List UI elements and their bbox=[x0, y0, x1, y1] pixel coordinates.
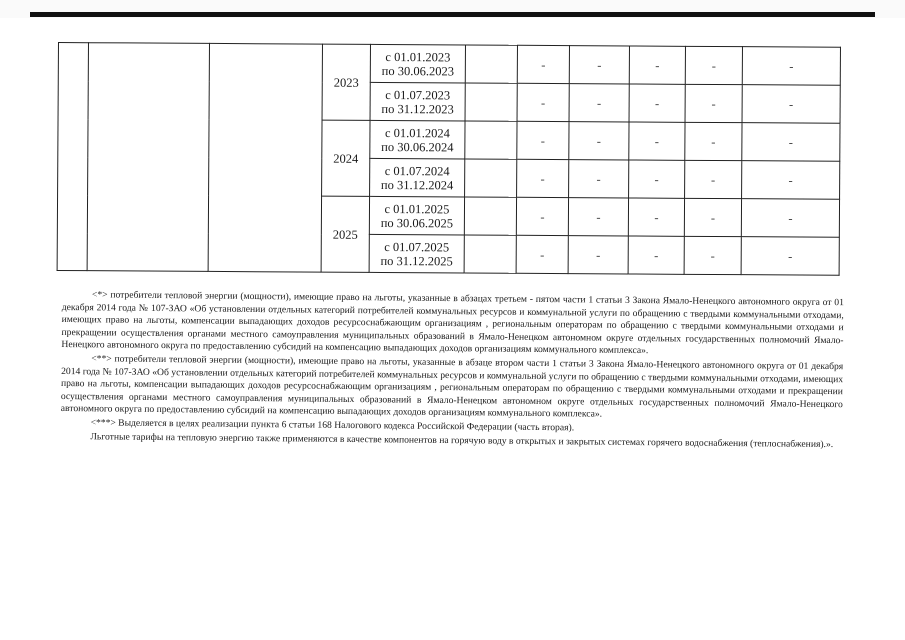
period-to: по 31.12.2024 bbox=[380, 177, 454, 192]
blank-cell bbox=[87, 43, 209, 272]
value-cell: - bbox=[741, 199, 839, 238]
period-cell bbox=[369, 196, 464, 235]
scan-top-edge bbox=[0, 0, 905, 18]
value-cell: - bbox=[741, 237, 839, 276]
blank-cell bbox=[208, 43, 322, 272]
period-cell bbox=[370, 158, 465, 197]
period-to: по 31.12.2025 bbox=[380, 253, 453, 268]
footnote-2: <**> потребители тепловой энергии (мощности), имеющие право на льготы, указанные в абзаце втором части 1 статьи 3 Закона Ямало-Ненецкого автономного округа от 01 декабря 2014 года № 107-ЗАО «Об установлении отдельных категорий потребителей коммунальных ресурсов и коммунальной услуги по обращению с твердыми коммунальными отходами, имеющих право на льготы, компенсации выпадающих доходов ресурсоснабжающим организациям , региональным операторам по обращению с твердыми коммунальными отходами и прекращении осуществления органами местного самоуправления муниципальных образований в Ямало-Ненецком автономном округе отдельных государственных полномочий Ямало-Ненецкого автономного округа по предоставлению субсидий на компенсацию выпадающих доходов организациям коммунального комплекса». bbox=[60, 353, 844, 421]
value-cell bbox=[465, 159, 517, 197]
value-cell bbox=[465, 45, 517, 83]
value-cell: - bbox=[568, 198, 628, 236]
value-cell: - bbox=[684, 236, 741, 274]
period-cell bbox=[369, 234, 464, 273]
value-cell: - bbox=[742, 85, 840, 124]
value-cell: - bbox=[742, 47, 840, 86]
value-cell: - bbox=[517, 121, 569, 159]
value-cell: - bbox=[685, 160, 742, 198]
value-cell: - bbox=[569, 160, 629, 198]
period-from: с 01.01.2025 bbox=[384, 201, 450, 216]
value-cell: - bbox=[516, 197, 568, 235]
period-to: по 30.06.2024 bbox=[381, 139, 454, 154]
period-from: с 01.01.2024 bbox=[384, 125, 450, 140]
value-cell bbox=[464, 235, 516, 273]
footnotes bbox=[60, 289, 844, 451]
value-cell: - bbox=[684, 198, 741, 236]
value-cell bbox=[465, 121, 517, 159]
period-from: с 01.01.2023 bbox=[385, 49, 451, 64]
page-top-border bbox=[30, 12, 875, 17]
value-cell: - bbox=[516, 235, 568, 273]
period-from: с 01.07.2025 bbox=[384, 239, 450, 254]
period-cell bbox=[370, 82, 465, 121]
value-cell: - bbox=[629, 46, 685, 84]
year-cell: 2024 bbox=[322, 120, 370, 196]
value-cell: - bbox=[517, 45, 569, 83]
period-to: по 31.12.2023 bbox=[381, 101, 454, 116]
period-cell bbox=[370, 120, 465, 159]
period-from: с 01.07.2023 bbox=[385, 87, 451, 102]
period-to: по 30.06.2025 bbox=[380, 215, 454, 230]
value-cell: - bbox=[569, 122, 629, 160]
blank-cell bbox=[57, 43, 88, 271]
period-to: по 30.06.2023 bbox=[381, 63, 455, 78]
value-cell: - bbox=[742, 161, 840, 200]
value-cell: - bbox=[517, 83, 569, 121]
period-from: с 01.07.2024 bbox=[384, 163, 450, 178]
value-cell: - bbox=[628, 198, 684, 236]
footnote-3: <***> Выделяется в целях реализации пункта 6 статьи 168 Налогового кодекса Российской Федерации (часть вторая). bbox=[90, 417, 575, 434]
year-cell: 2025 bbox=[321, 196, 369, 272]
value-cell: - bbox=[569, 46, 629, 84]
value-cell: - bbox=[568, 236, 628, 274]
tariff-table bbox=[57, 42, 841, 276]
footnote-1: <*> потребители тепловой энергии (мощности), имеющие право на льготы, указанные в абзацах третьем - пятом части 1 статьи 3 Закона Ямало-Ненецкого автономного округа от 01 декабря 2014 года № 107-ЗАО «Об установлении отдельных категорий потребителей коммунальных ресурсов и коммунальной услуги по обращению с твердыми коммунальными отходами, имеющих право на льготы, компенсации выпадающих доходов ресурсоснабжающим организациям , региональным операторам по обращению с твердыми коммунальными отходами и прекращении осуществления органами местного самоуправления муниципальных образований в Ямало-Ненецком автономном округе отдельных государственных полномочий Ямало-Ненецкого автономного округа по предоставлению субсидий на компенсацию выпадающих доходов организациям коммунального комплекса». bbox=[61, 289, 844, 357]
value-cell bbox=[464, 197, 516, 235]
table-row bbox=[58, 43, 840, 86]
value-cell bbox=[465, 83, 517, 121]
value-cell: - bbox=[629, 84, 685, 122]
year-cell: 2023 bbox=[322, 44, 370, 120]
value-cell: - bbox=[569, 84, 629, 122]
value-cell: - bbox=[742, 123, 840, 162]
value-cell: - bbox=[517, 159, 569, 197]
value-cell: - bbox=[629, 160, 685, 198]
value-cell: - bbox=[685, 84, 742, 122]
value-cell: - bbox=[628, 236, 684, 274]
value-cell: - bbox=[685, 122, 742, 160]
value-cell: - bbox=[685, 46, 742, 84]
footnote-4: Льготные тарифы на тепловую энергию также применяются в качестве компонентов на горячую воду в открытых и закрытых системах горячего водоснабжения (теплоснабжения).». bbox=[90, 430, 834, 450]
period-cell bbox=[370, 44, 465, 83]
value-cell: - bbox=[629, 122, 685, 160]
